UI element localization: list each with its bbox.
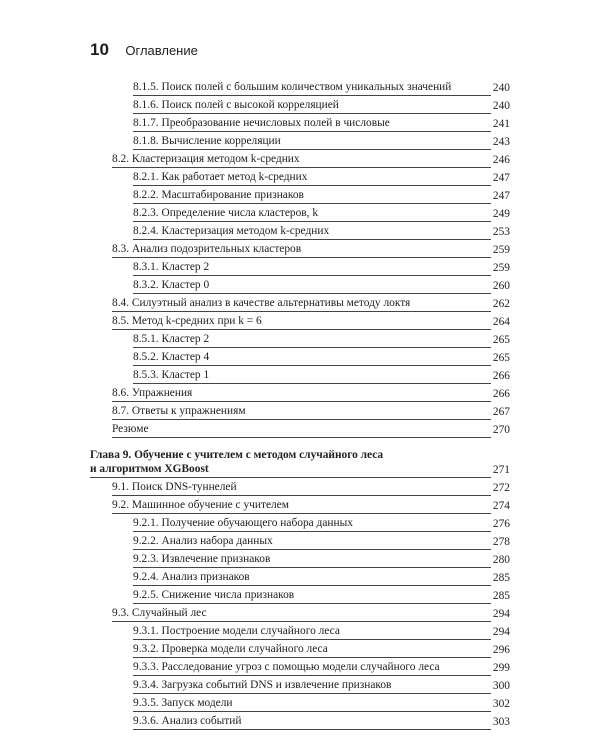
toc-entry-title: 8.3. Анализ подозрительных кластеров <box>112 242 491 258</box>
toc-entry-title: 9.3.2. Проверка модели случайного леса <box>133 642 491 658</box>
toc-entry-page: 302 <box>492 698 510 710</box>
toc-entry-title: 8.7. Ответы к упражнениям <box>112 404 491 420</box>
toc-entry-title: 9.2.1. Получение обучающего набора данных <box>133 516 491 532</box>
toc-entry <box>90 550 510 568</box>
toc-entry <box>90 712 510 730</box>
page-number: 10 <box>90 40 109 59</box>
toc-entry-title: 9.3. Случайный лес <box>112 606 491 622</box>
toc-entry-title: 8.2.3. Определение числа кластеров, k <box>133 206 491 222</box>
toc-entry <box>90 568 510 586</box>
toc-entry <box>90 186 510 204</box>
toc-entry <box>90 132 510 150</box>
toc-entry-page: 294 <box>492 608 510 620</box>
toc-entry <box>90 168 510 186</box>
toc-entry-page: 276 <box>492 518 510 530</box>
toc-entry <box>90 222 510 240</box>
toc-entry-page: 265 <box>492 352 510 364</box>
toc-entry-page: 264 <box>492 316 510 328</box>
toc-entry-title: 8.1.5. Поиск полей с большим количеством уникальных значений <box>133 80 491 96</box>
toc-entry-title: 8.2.2. Масштабирование признаков <box>133 188 491 204</box>
toc-entry-page: 280 <box>492 554 510 566</box>
toc-entry-page: 246 <box>492 154 510 166</box>
toc-entry <box>90 478 510 496</box>
running-title: Оглавление <box>125 43 198 58</box>
toc-entry <box>90 276 510 294</box>
toc-entry-page: 253 <box>492 226 510 238</box>
toc-entry-title: 9.2.3. Извлечение признаков <box>133 552 491 568</box>
toc-entry-page: 296 <box>492 644 510 656</box>
toc-entry-title: 9.3.4. Загрузка событий DNS и извлечение признаков <box>133 678 491 694</box>
toc-entry <box>90 658 510 676</box>
toc-entry-title: 9.1. Поиск DNS-туннелей <box>112 480 491 496</box>
toc-entry <box>90 96 510 114</box>
toc-entry <box>90 640 510 658</box>
toc-entry <box>90 348 510 366</box>
toc-entry-page: 240 <box>492 100 510 112</box>
toc-entry-page: 285 <box>492 590 510 602</box>
chapter-title-line-1: Глава 9. Обучение с учителем с методом случайного леса <box>90 449 384 461</box>
page-header <box>90 40 198 60</box>
toc-entry-title: 8.3.2. Кластер 0 <box>133 278 491 294</box>
toc-entry-page: 240 <box>492 82 510 94</box>
toc-entry-title: 9.3.1. Построение модели случайного леса <box>133 624 491 640</box>
toc-entry-page: 247 <box>492 190 510 202</box>
toc-entry-title: 8.5.3. Кластер 1 <box>133 368 491 384</box>
toc-entry-page: 285 <box>492 572 510 584</box>
toc-entry-page: 247 <box>492 172 510 184</box>
toc-entry <box>90 204 510 222</box>
toc-entry-title: 9.3.3. Расследование угроз с помощью модели случайного леса <box>133 660 491 676</box>
toc-entry <box>90 604 510 622</box>
toc-entry-page: 266 <box>492 370 510 382</box>
toc-entry-page: 272 <box>492 482 510 494</box>
chapter-page: 271 <box>492 464 510 476</box>
toc-entry-page: 241 <box>492 118 510 130</box>
toc-entry <box>90 258 510 276</box>
toc-entry-title: 8.5. Метод k-средних при k = 6 <box>112 314 491 330</box>
toc-entry <box>90 694 510 712</box>
toc-entry-title: 8.5.1. Кластер 2 <box>133 332 491 348</box>
toc-entry-page: 294 <box>492 626 510 638</box>
toc-entry-page: 299 <box>492 662 510 674</box>
toc-entry-title: 8.3.1. Кластер 2 <box>133 260 491 276</box>
toc-entry <box>90 150 510 168</box>
toc-entry-title: 8.2. Кластеризация методом k-средних <box>112 152 491 168</box>
toc-entry-title: 8.2.4. Кластеризация методом k-средних <box>133 224 491 240</box>
toc-entry-page: 300 <box>492 680 510 692</box>
toc-entry <box>90 514 510 532</box>
toc-entry-title: 9.3.5. Запуск модели <box>133 696 491 712</box>
toc-entry-page: 243 <box>492 136 510 148</box>
toc-entry <box>90 532 510 550</box>
toc-entry-title: 8.5.2. Кластер 4 <box>133 350 491 366</box>
toc-entry-title: 8.6. Упражнения <box>112 386 491 402</box>
toc-entry <box>90 496 510 514</box>
toc-entry <box>90 384 510 402</box>
toc-entry-page: 260 <box>492 280 510 292</box>
toc-entry <box>90 676 510 694</box>
toc-entry-title: 9.3.6. Анализ событий <box>133 714 491 730</box>
toc-entry-title: 9.2. Машинное обучение с учителем <box>112 498 491 514</box>
toc-chapter-heading <box>90 448 510 478</box>
toc-entry <box>90 366 510 384</box>
toc-entry-title: 9.2.5. Снижение числа признаков <box>133 588 491 604</box>
toc-entry <box>90 240 510 258</box>
toc-entry-page: 274 <box>492 500 510 512</box>
chapter-title-line-2: и алгоритмом XGBoost <box>90 463 209 475</box>
toc-entry-title: 9.2.4. Анализ признаков <box>133 570 491 586</box>
chapter-title <box>90 448 491 478</box>
toc-entry <box>90 114 510 132</box>
toc-entry-title: Резюме <box>112 422 491 438</box>
toc-entry-title: 8.4. Силуэтный анализ в качестве альтернативы методу локтя <box>112 296 491 312</box>
toc-entry <box>90 312 510 330</box>
toc-entry-page: 249 <box>492 208 510 220</box>
toc-entry-page: 266 <box>492 388 510 400</box>
toc-entry <box>90 586 510 604</box>
toc-entry <box>90 420 510 438</box>
toc-entry <box>90 622 510 640</box>
toc-entry <box>90 402 510 420</box>
toc-entry-page: 303 <box>492 716 510 728</box>
toc-entry-title: 8.1.8. Вычисление корреляции <box>133 134 491 150</box>
toc-entry <box>90 78 510 96</box>
toc-entry-page: 265 <box>492 334 510 346</box>
toc-entry <box>90 330 510 348</box>
toc-entry-title: 8.1.7. Преобразование нечисловых полей в числовые <box>133 116 491 132</box>
table-of-contents <box>90 78 510 730</box>
toc-entry-page: 259 <box>492 262 510 274</box>
toc-entry-page: 278 <box>492 536 510 548</box>
toc-entry-page: 270 <box>492 424 510 436</box>
toc-entry-page: 267 <box>492 406 510 418</box>
toc-entry-page: 259 <box>492 244 510 256</box>
toc-entry-title: 8.1.6. Поиск полей с высокой корреляцией <box>133 98 491 114</box>
toc-entry-title: 9.2.2. Анализ набора данных <box>133 534 491 550</box>
toc-entry-title: 8.2.1. Как работает метод k-средних <box>133 170 491 186</box>
toc-entry-page: 262 <box>492 298 510 310</box>
toc-entry <box>90 294 510 312</box>
